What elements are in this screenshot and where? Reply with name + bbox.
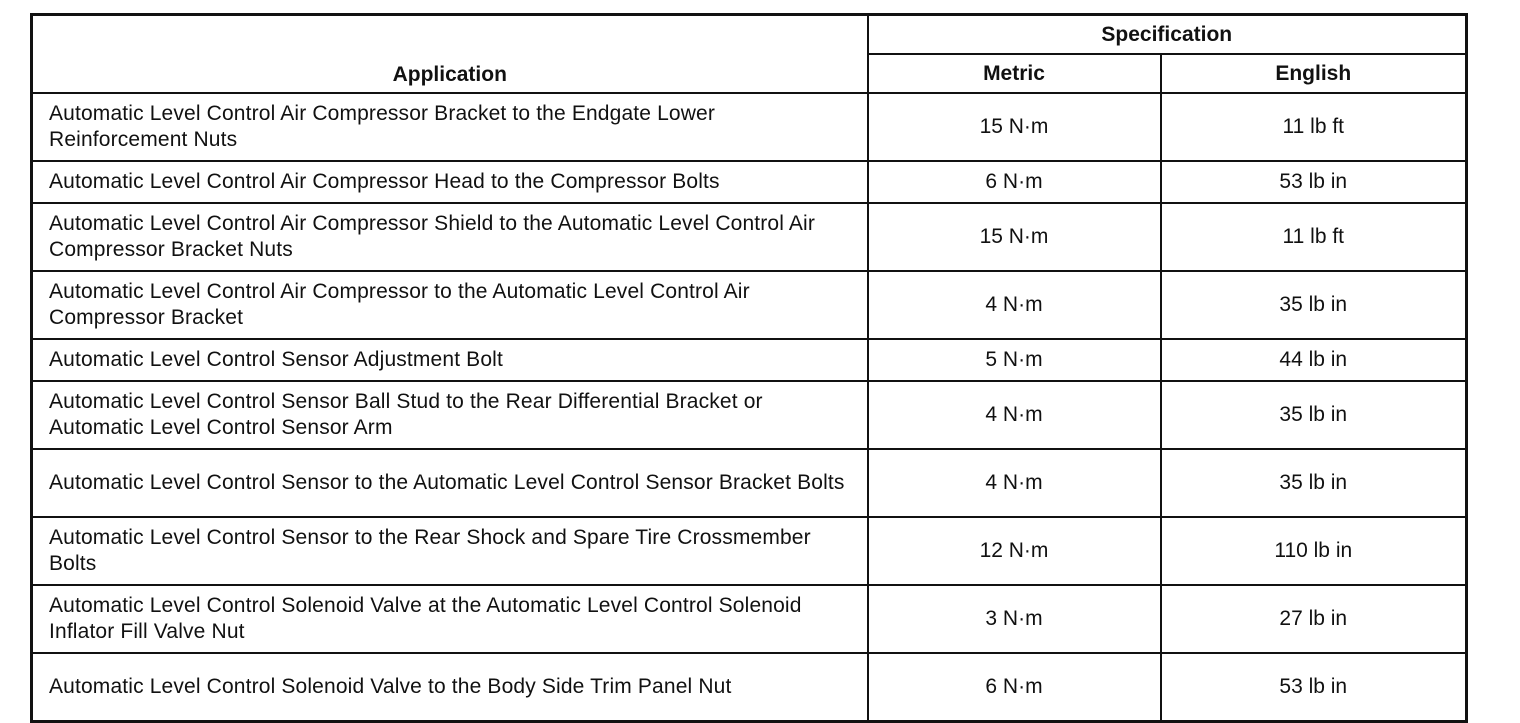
application-cell: Automatic Level Control Solenoid Valve to the Body Side Trim Panel Nut [32,653,868,722]
application-cell: Automatic Level Control Sensor Ball Stud to the Rear Differential Bracket or Automatic Level Control Sensor Arm [32,381,868,449]
column-header-english: English [1161,54,1467,93]
english-value: 110 lb in [1161,517,1467,585]
metric-value: 4 N·m [868,381,1161,449]
application-cell: Automatic Level Control Air Compressor Bracket to the Endgate Lower Reinforcement Nuts [32,93,868,161]
english-value: 53 lb in [1161,161,1467,203]
table-row [32,339,1467,381]
application-cell: Automatic Level Control Air Compressor Head to the Compressor Bolts [32,161,868,203]
english-value: 27 lb in [1161,585,1467,653]
english-value: 35 lb in [1161,381,1467,449]
table-row [32,517,1467,585]
header-row-top [32,15,1467,55]
column-header-specification: Specification [868,15,1467,55]
metric-value: 15 N·m [868,203,1161,271]
application-cell: Automatic Level Control Sensor Adjustment Bolt [32,339,868,381]
application-cell: Automatic Level Control Air Compressor Shield to the Automatic Level Control Air Compressor Bracket Nuts [32,203,868,271]
table-row [32,585,1467,653]
metric-value: 15 N·m [868,93,1161,161]
application-cell: Automatic Level Control Solenoid Valve at the Automatic Level Control Solenoid Inflator Fill Valve Nut [32,585,868,653]
table-row [32,381,1467,449]
english-value: 11 lb ft [1161,93,1467,161]
metric-value: 4 N·m [868,449,1161,517]
table-row [32,161,1467,203]
english-value: 11 lb ft [1161,203,1467,271]
metric-value: 5 N·m [868,339,1161,381]
metric-value: 4 N·m [868,271,1161,339]
metric-value: 6 N·m [868,161,1161,203]
table-row [32,203,1467,271]
english-value: 44 lb in [1161,339,1467,381]
table-header [32,15,1467,94]
metric-value: 6 N·m [868,653,1161,722]
english-value: 53 lb in [1161,653,1467,722]
column-header-metric: Metric [868,54,1161,93]
table-row [32,449,1467,517]
metric-value: 12 N·m [868,517,1161,585]
table-row [32,653,1467,722]
metric-value: 3 N·m [868,585,1161,653]
application-cell: Automatic Level Control Sensor to the Rear Shock and Spare Tire Crossmember Bolts [32,517,868,585]
column-header-application: Application [32,15,868,94]
application-cell: Automatic Level Control Sensor to the Automatic Level Control Sensor Bracket Bolts [32,449,868,517]
table-row [32,93,1467,161]
english-value: 35 lb in [1161,449,1467,517]
torque-specification-table [30,13,1468,723]
table-body [32,93,1467,722]
application-cell: Automatic Level Control Air Compressor to the Automatic Level Control Air Compressor Bracket [32,271,868,339]
english-value: 35 lb in [1161,271,1467,339]
table-row [32,271,1467,339]
